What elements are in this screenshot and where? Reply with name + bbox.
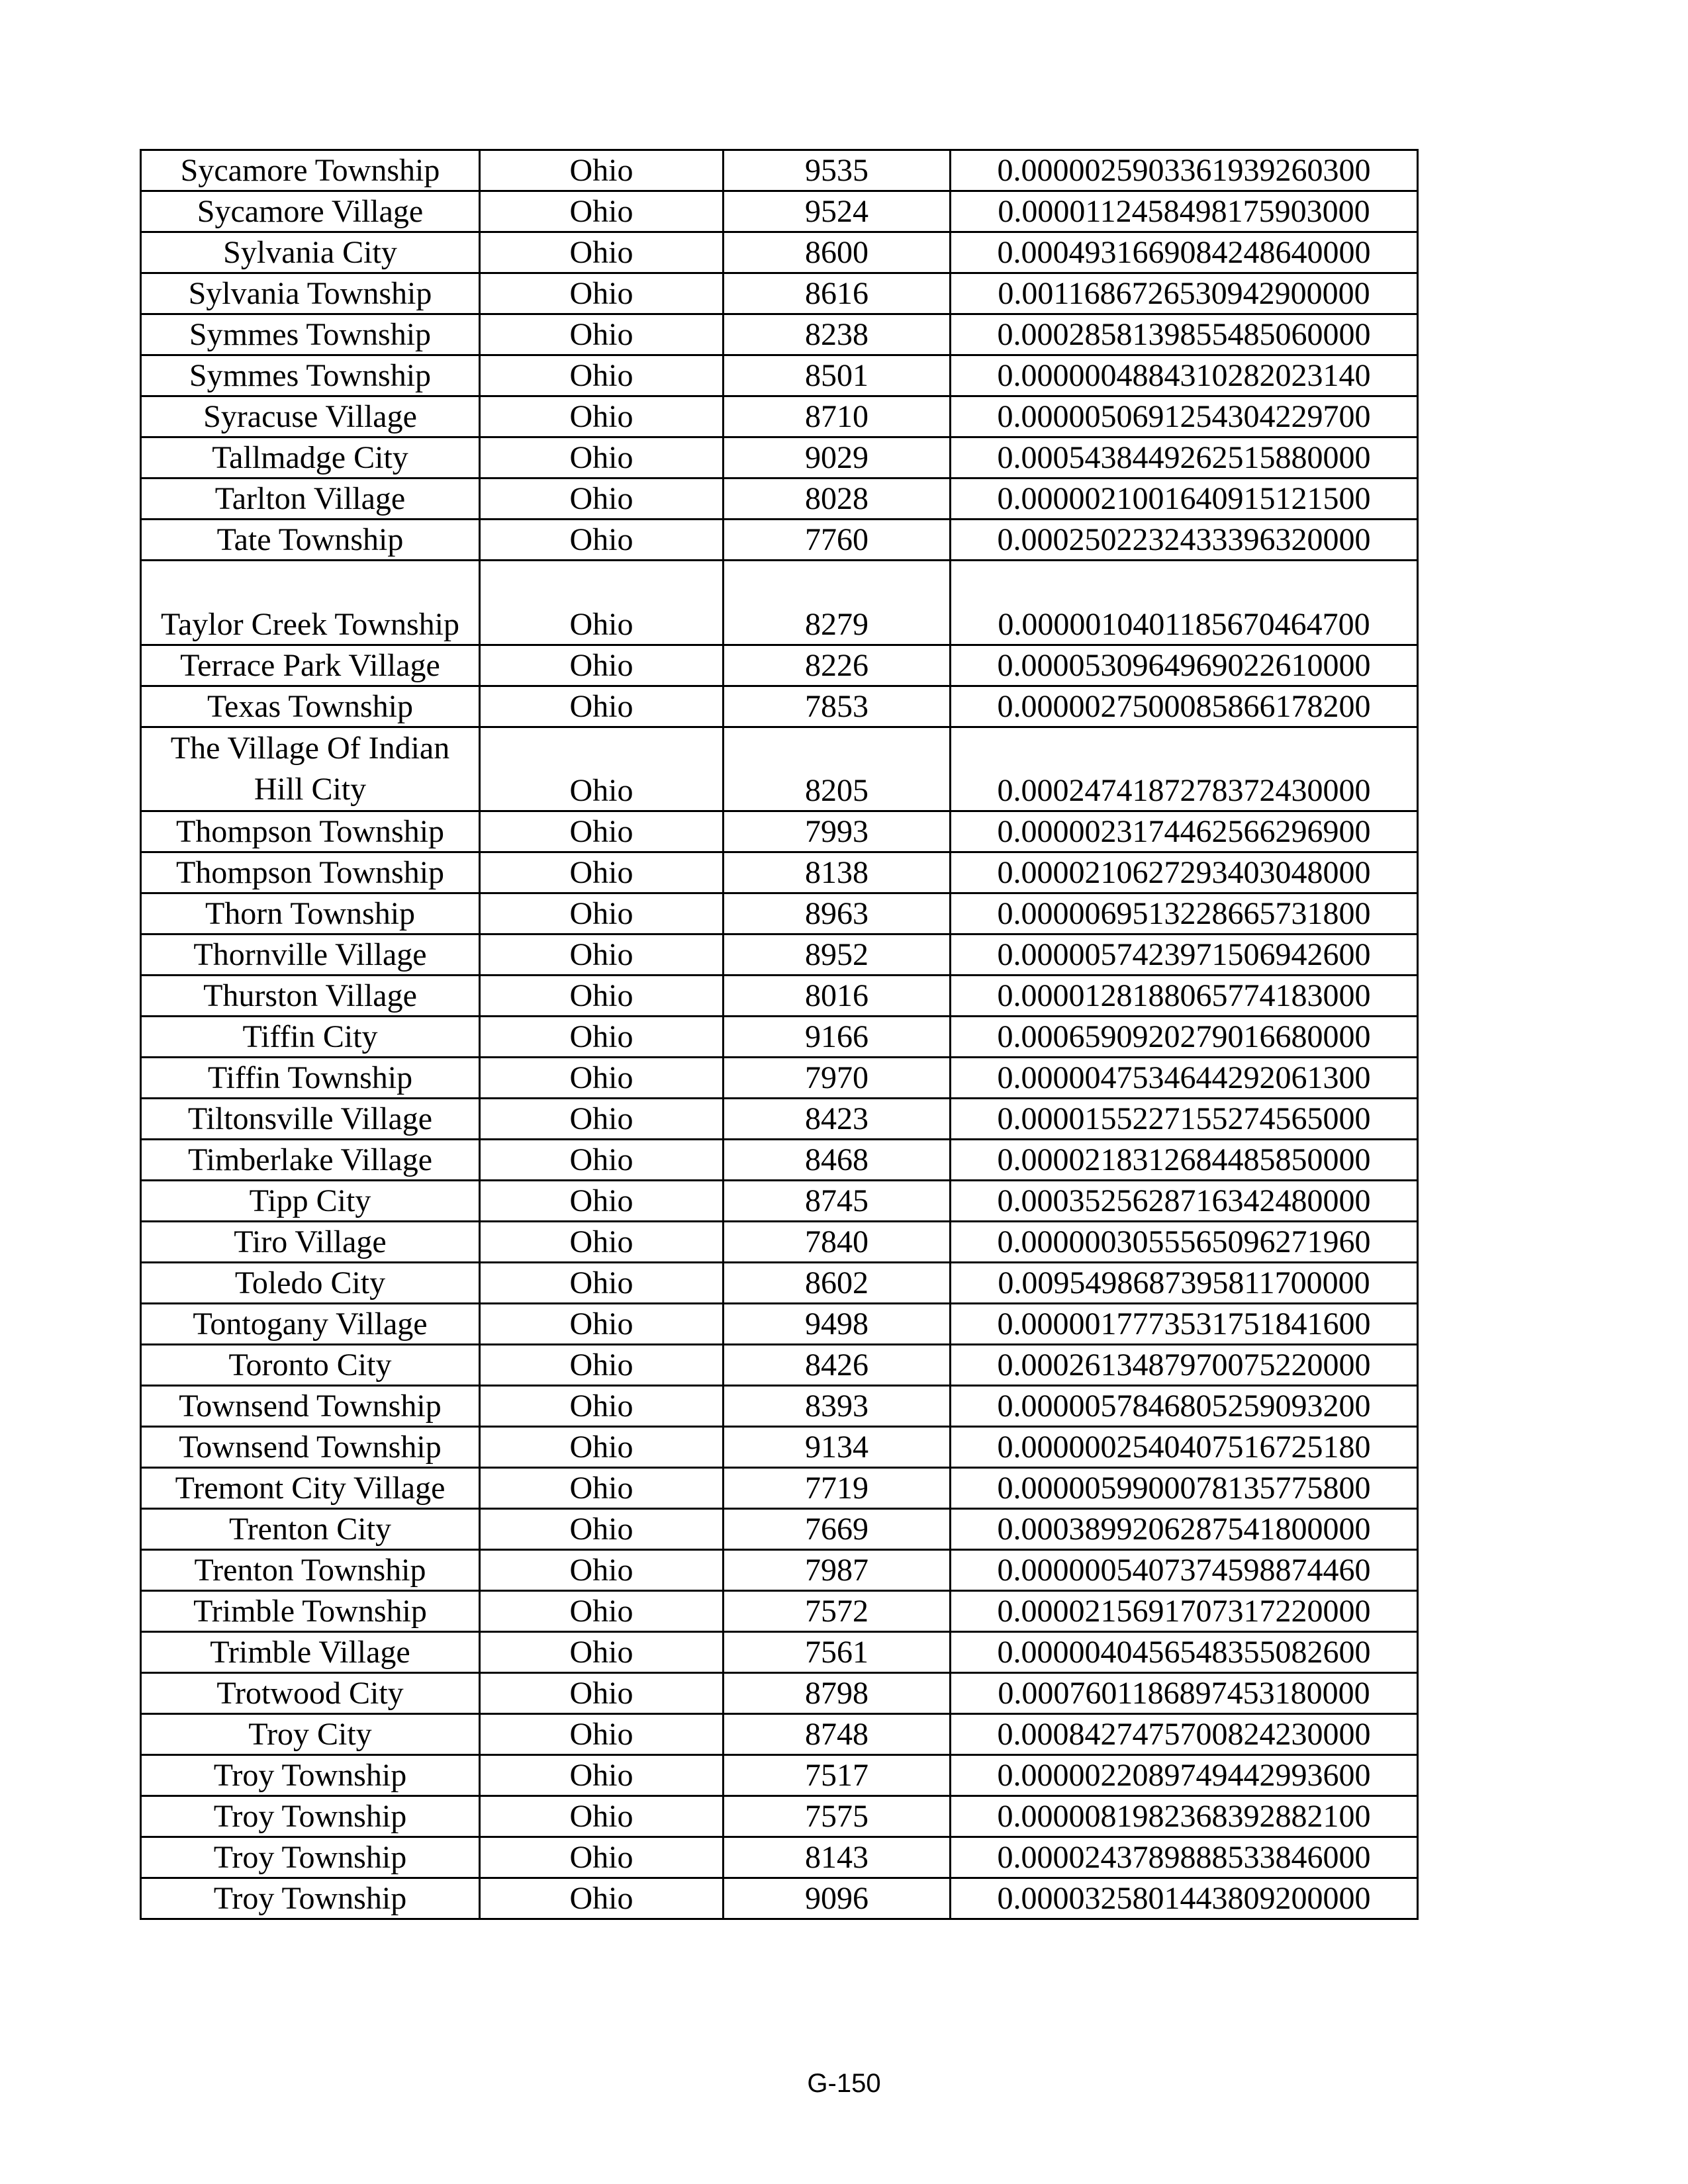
- code-cell: 7840: [724, 1222, 951, 1263]
- value-cell: 0.0000025903361939260300: [951, 150, 1418, 191]
- name-cell: Toronto City: [141, 1345, 480, 1386]
- code-cell: 8426: [724, 1345, 951, 1386]
- code-cell: 7669: [724, 1509, 951, 1550]
- table-row: [141, 811, 1418, 852]
- code-cell: 7572: [724, 1591, 951, 1632]
- name-cell: Texas Township: [141, 686, 480, 727]
- value-cell: 0.0000210627293403048000: [951, 852, 1418, 893]
- table-row: [141, 273, 1418, 314]
- value-cell: 0.0000027500085866178200: [951, 686, 1418, 727]
- state-cell: Ohio: [480, 1468, 724, 1509]
- table-body: [141, 150, 1418, 1919]
- name-cell: Thompson Township: [141, 811, 480, 852]
- value-cell: 0.0004931669084248640000: [951, 232, 1418, 273]
- state-cell: Ohio: [480, 1345, 724, 1386]
- value-cell: 0.0000003055565096271960: [951, 1222, 1418, 1263]
- value-cell: 0.0000005407374598874460: [951, 1550, 1418, 1591]
- value-cell: 0.0000059900078135775800: [951, 1468, 1418, 1509]
- name-cell: Thornville Village: [141, 934, 480, 976]
- code-cell: 7987: [724, 1550, 951, 1591]
- code-cell: 9134: [724, 1427, 951, 1468]
- code-cell: 8616: [724, 273, 951, 314]
- name-cell: Troy Township: [141, 1755, 480, 1796]
- value-cell: 0.0000243789888533846000: [951, 1837, 1418, 1878]
- table-row: [141, 976, 1418, 1017]
- state-cell: Ohio: [480, 150, 724, 191]
- state-cell: Ohio: [480, 1058, 724, 1099]
- state-cell: Ohio: [480, 1509, 724, 1550]
- value-cell: 0.0000112458498175903000: [951, 191, 1418, 232]
- code-cell: 7760: [724, 520, 951, 561]
- name-cell: Tallmadge City: [141, 437, 480, 478]
- code-cell: 8748: [724, 1714, 951, 1755]
- code-cell: 8143: [724, 1837, 951, 1878]
- table-row: [141, 1632, 1418, 1673]
- table-row: [141, 396, 1418, 437]
- code-cell: 9524: [724, 191, 951, 232]
- state-cell: Ohio: [480, 1386, 724, 1427]
- code-cell: 9029: [724, 437, 951, 478]
- name-cell: Thurston Village: [141, 976, 480, 1017]
- code-cell: 7970: [724, 1058, 951, 1099]
- state-cell: Ohio: [480, 1714, 724, 1755]
- state-cell: Ohio: [480, 934, 724, 976]
- name-cell: Tarlton Village: [141, 478, 480, 520]
- value-cell: 0.0000010401185670464700: [951, 561, 1418, 645]
- table-row: [141, 561, 1418, 645]
- value-cell: 0.0002474187278372430000: [951, 727, 1418, 811]
- value-cell: 0.0008427475700824230000: [951, 1714, 1418, 1755]
- code-cell: 8016: [724, 976, 951, 1017]
- table-row: [141, 1837, 1418, 1878]
- table-row: [141, 314, 1418, 355]
- table-row: [141, 1878, 1418, 1919]
- state-cell: Ohio: [480, 1222, 724, 1263]
- state-cell: Ohio: [480, 686, 724, 727]
- table-row: [141, 852, 1418, 893]
- name-cell: Thorn Township: [141, 893, 480, 934]
- table-row: [141, 1263, 1418, 1304]
- state-cell: Ohio: [480, 1099, 724, 1140]
- table-row: [141, 1796, 1418, 1837]
- code-cell: 8745: [724, 1181, 951, 1222]
- state-cell: Ohio: [480, 811, 724, 852]
- table-row: [141, 1017, 1418, 1058]
- value-cell: 0.0003899206287541800000: [951, 1509, 1418, 1550]
- name-cell: Tremont City Village: [141, 1468, 480, 1509]
- value-cell: 0.0095498687395811700000: [951, 1263, 1418, 1304]
- state-cell: Ohio: [480, 1304, 724, 1345]
- code-cell: 9166: [724, 1017, 951, 1058]
- table-row: [141, 893, 1418, 934]
- page-number: G-150: [807, 2069, 881, 2098]
- value-cell: 0.0002502232433396320000: [951, 520, 1418, 561]
- code-cell: 8963: [724, 893, 951, 934]
- state-cell: Ohio: [480, 273, 724, 314]
- state-cell: Ohio: [480, 1796, 724, 1837]
- table-row: [141, 1591, 1418, 1632]
- state-cell: Ohio: [480, 478, 724, 520]
- value-cell: 0.0000057423971506942600: [951, 934, 1418, 976]
- name-cell: Townsend Township: [141, 1386, 480, 1427]
- state-cell: Ohio: [480, 191, 724, 232]
- state-cell: Ohio: [480, 852, 724, 893]
- state-cell: Ohio: [480, 1755, 724, 1796]
- value-cell: 0.0000218312684485850000: [951, 1140, 1418, 1181]
- value-cell: 0.0000530964969022610000: [951, 645, 1418, 686]
- name-cell: Troy Township: [141, 1796, 480, 1837]
- name-cell: Trenton City: [141, 1509, 480, 1550]
- state-cell: Ohio: [480, 437, 724, 478]
- table-row: [141, 478, 1418, 520]
- state-cell: Ohio: [480, 314, 724, 355]
- value-cell: 0.0000215691707317220000: [951, 1591, 1418, 1632]
- value-cell: 0.0005438449262515880000: [951, 437, 1418, 478]
- table-row: [141, 934, 1418, 976]
- name-cell: Taylor Creek Township: [141, 561, 480, 645]
- value-cell: 0.0006590920279016680000: [951, 1017, 1418, 1058]
- code-cell: 8423: [724, 1099, 951, 1140]
- table-row: [141, 1427, 1418, 1468]
- name-cell: Syracuse Village: [141, 396, 480, 437]
- table-row: [141, 686, 1418, 727]
- code-cell: 8952: [724, 934, 951, 976]
- state-cell: Ohio: [480, 1550, 724, 1591]
- value-cell: 0.0002858139855485060000: [951, 314, 1418, 355]
- value-cell: 0.0000081982368392882100: [951, 1796, 1418, 1837]
- value-cell: 0.0000325801443809200000: [951, 1878, 1418, 1919]
- name-cell: Thompson Township: [141, 852, 480, 893]
- name-cell: Sycamore Village: [141, 191, 480, 232]
- code-cell: 8600: [724, 232, 951, 273]
- name-cell: Trimble Village: [141, 1632, 480, 1673]
- name-cell: Tontogany Village: [141, 1304, 480, 1345]
- code-cell: 7993: [724, 811, 951, 852]
- name-cell: Tipp City: [141, 1181, 480, 1222]
- table-row: [141, 1181, 1418, 1222]
- code-cell: 9498: [724, 1304, 951, 1345]
- value-cell: 0.0000069513228665731800: [951, 893, 1418, 934]
- allocation-table: [140, 149, 1419, 1920]
- table-row: [141, 355, 1418, 396]
- state-cell: Ohio: [480, 1263, 724, 1304]
- value-cell: 0.0000002540407516725180: [951, 1427, 1418, 1468]
- name-cell: Trenton Township: [141, 1550, 480, 1591]
- name-cell: Terrace Park Village: [141, 645, 480, 686]
- name-cell: Timberlake Village: [141, 1140, 480, 1181]
- name-cell: Troy Township: [141, 1878, 480, 1919]
- name-cell: Tate Township: [141, 520, 480, 561]
- name-cell: Tiro Village: [141, 1222, 480, 1263]
- state-cell: Ohio: [480, 1837, 724, 1878]
- code-cell: 8138: [724, 852, 951, 893]
- name-cell: Sycamore Township: [141, 150, 480, 191]
- name-cell: Toledo City: [141, 1263, 480, 1304]
- table-row: [141, 191, 1418, 232]
- name-cell: Trimble Township: [141, 1591, 480, 1632]
- table-row: [141, 1222, 1418, 1263]
- value-cell: 0.0011686726530942900000: [951, 273, 1418, 314]
- code-cell: 8028: [724, 478, 951, 520]
- state-cell: Ohio: [480, 1181, 724, 1222]
- value-cell: 0.0000050691254304229700: [951, 396, 1418, 437]
- state-cell: Ohio: [480, 520, 724, 561]
- code-cell: 7561: [724, 1632, 951, 1673]
- value-cell: 0.0000022089749442993600: [951, 1755, 1418, 1796]
- name-cell: Trotwood City: [141, 1673, 480, 1714]
- state-cell: Ohio: [480, 561, 724, 645]
- table-row: [141, 1468, 1418, 1509]
- table-row: [141, 1673, 1418, 1714]
- state-cell: Ohio: [480, 1017, 724, 1058]
- state-cell: Ohio: [480, 1673, 724, 1714]
- code-cell: 7853: [724, 686, 951, 727]
- code-cell: 8798: [724, 1673, 951, 1714]
- table-row: [141, 1386, 1418, 1427]
- table-row: [141, 1714, 1418, 1755]
- value-cell: 0.0000021001640915121500: [951, 478, 1418, 520]
- state-cell: Ohio: [480, 1140, 724, 1181]
- value-cell: 0.0003525628716342480000: [951, 1181, 1418, 1222]
- value-cell: 0.0000023174462566296900: [951, 811, 1418, 852]
- table-row: [141, 1550, 1418, 1591]
- code-cell: 8279: [724, 561, 951, 645]
- value-cell: 0.0000004884310282023140: [951, 355, 1418, 396]
- table-row: [141, 1058, 1418, 1099]
- state-cell: Ohio: [480, 893, 724, 934]
- table-row: [141, 232, 1418, 273]
- code-cell: 8501: [724, 355, 951, 396]
- name-cell: Symmes Township: [141, 355, 480, 396]
- state-cell: Ohio: [480, 1591, 724, 1632]
- value-cell: 0.0002613487970075220000: [951, 1345, 1418, 1386]
- table-row: [141, 1304, 1418, 1345]
- code-cell: 8226: [724, 645, 951, 686]
- table-row: [141, 1345, 1418, 1386]
- table-row: [141, 1140, 1418, 1181]
- name-cell: Tiltonsville Village: [141, 1099, 480, 1140]
- name-cell: Townsend Township: [141, 1427, 480, 1468]
- value-cell: 0.0000128188065774183000: [951, 976, 1418, 1017]
- code-cell: 8393: [724, 1386, 951, 1427]
- state-cell: Ohio: [480, 727, 724, 811]
- name-cell: Tiffin Township: [141, 1058, 480, 1099]
- name-cell: Troy Township: [141, 1837, 480, 1878]
- code-cell: 8468: [724, 1140, 951, 1181]
- value-cell: 0.0000155227155274565000: [951, 1099, 1418, 1140]
- value-cell: 0.0000017773531751841600: [951, 1304, 1418, 1345]
- table-row: [141, 645, 1418, 686]
- state-cell: Ohio: [480, 1878, 724, 1919]
- table-row: [141, 520, 1418, 561]
- value-cell: 0.0000040456548355082600: [951, 1632, 1418, 1673]
- table-row: [141, 1509, 1418, 1550]
- code-cell: 8205: [724, 727, 951, 811]
- state-cell: Ohio: [480, 976, 724, 1017]
- table-row: [141, 1099, 1418, 1140]
- code-cell: 7517: [724, 1755, 951, 1796]
- name-cell: Tiffin City: [141, 1017, 480, 1058]
- table-row: [141, 437, 1418, 478]
- state-cell: Ohio: [480, 1632, 724, 1673]
- code-cell: 7575: [724, 1796, 951, 1837]
- state-cell: Ohio: [480, 396, 724, 437]
- state-cell: Ohio: [480, 645, 724, 686]
- name-cell: Sylvania Township: [141, 273, 480, 314]
- table-row: [141, 150, 1418, 191]
- value-cell: 0.0007601186897453180000: [951, 1673, 1418, 1714]
- name-cell: Symmes Township: [141, 314, 480, 355]
- name-cell: Sylvania City: [141, 232, 480, 273]
- code-cell: 7719: [724, 1468, 951, 1509]
- code-cell: 9096: [724, 1878, 951, 1919]
- code-cell: 8710: [724, 396, 951, 437]
- state-cell: Ohio: [480, 1427, 724, 1468]
- code-cell: 8602: [724, 1263, 951, 1304]
- value-cell: 0.0000057846805259093200: [951, 1386, 1418, 1427]
- table-row: [141, 727, 1418, 811]
- name-cell: The Village Of Indian Hill City: [141, 727, 480, 811]
- state-cell: Ohio: [480, 232, 724, 273]
- state-cell: Ohio: [480, 355, 724, 396]
- value-cell: 0.0000047534644292061300: [951, 1058, 1418, 1099]
- name-cell: Troy City: [141, 1714, 480, 1755]
- code-cell: 9535: [724, 150, 951, 191]
- table-row: [141, 1755, 1418, 1796]
- code-cell: 8238: [724, 314, 951, 355]
